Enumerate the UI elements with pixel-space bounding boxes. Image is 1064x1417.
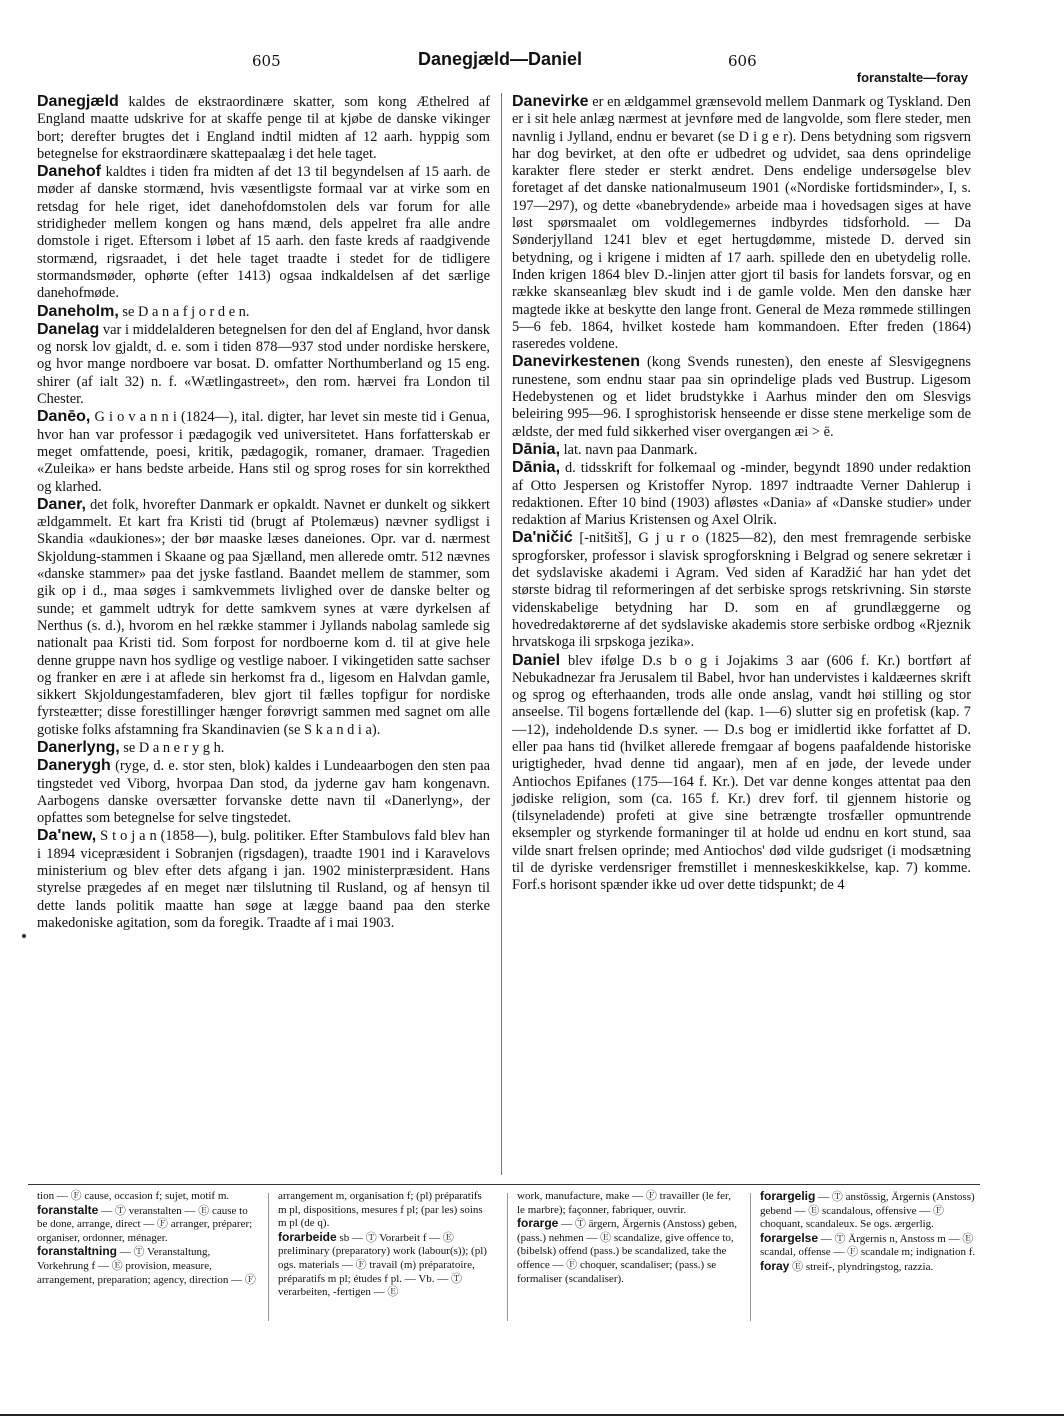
column-divider [501, 93, 502, 1175]
footer-headword: forarge [517, 1216, 559, 1231]
page-number-left: 605 [252, 52, 281, 70]
entry-danegjaeld [37, 93, 490, 163]
entry-daner [37, 496, 490, 739]
footer-text: — Ⓣ anstössig, Ärgernis (Anstoss) gebend — Ⓔ scandalous, offensive — Ⓕ choquant, scandaleux. Se ogs. ærgerlig. [760, 1191, 975, 1231]
headword: Danerygh [37, 757, 111, 775]
footer-headword: forargelig [760, 1189, 816, 1203]
headword: Daniel [512, 651, 561, 669]
headword: Danēo, [37, 408, 91, 426]
headword: Da'ničić [512, 529, 573, 547]
headword: Danevirkestenen [512, 353, 641, 371]
footer-text: — Ⓣ ärgern, Ärgernis (Anstoss) geben, (pass.) nehmen — Ⓔ scandalize, give offence to, (bibelsk) offend (pass.) be scandalized, take the offence — Ⓕ choquer, scandaliser; (pass.) se formaliser (scandaliser). [517, 1218, 737, 1285]
entry-text: (ryge, d. e. stor sten, blok) kaldes i Lundeaarbogen den sten paa tingstedet ved Viborg, hvorpaa Dan stod, da jyderne gav ham kongenavn. Aarbogens danske oversætter forvanske dette navn til «Danerlyng», der opfattes som betegnelse for selve tingstedet. [37, 758, 490, 827]
entry-text: er en ældgammel grænsevold mellem Danmark og Tyskland. Den er i sit hele anlæg nærmest at jevnføre med de langvolde, som flere steder, men navnlig i Jylland, endnu er bevaret (se D i g e r). Dens betydning som rigsvern har dog bevirket, at den ofte er udbedret og udvidet, saa dens oprindelige karakter flere steder er sterkt ændret. Dens endelige undersøgelse blev foretaget af det danske nationalmuseum 1901 («Nordiske fortidsminder», I, s. 197—297), og dette «banebrydende» arbeide maa i hovedsagen siges at have løst spørsmaalet om voldlegemernes indbyrdes tidsforhold. — Da Sønderjylland 1241 blev et eget hertugdømme, mistede D. derved sin betydning, og i krigene i midten af 17 aarh. spillede den en ubetydelig rolle. Inden krigen 1864 blev D.-linjen atter gjort til basis for landets forsvar, og en række skanseanlæg blev skudt ind i de gamle volde. Men den danske hær magtede ikke at beskytte den lange front. General de Meza rømmede stillingen 5—6 feb. 1864, hvilket kostede ham kommandoen. Efter freden (1864) raseredes voldene. [512, 94, 971, 353]
footer-column-1 [37, 1190, 259, 1287]
entry-daniel [512, 652, 971, 895]
footer-text: arrangement m, organisation f; (pl) préparatifs m pl, dispositions, mesures f pl; (par les) soins m pl (de q). [278, 1190, 483, 1230]
footer-text: — Ⓣ Veranstaltung, Vorkehrung f — Ⓔ provision, measure, arrangement, preparation; agency, direction — Ⓕ [37, 1246, 256, 1286]
running-title: Danegjæld—Daniel [417, 49, 583, 69]
headword: Danegjæld [37, 93, 119, 110]
footer-text: work, manufacture, make — Ⓕ travailler (le fer, le marbre); façonner, fabriquer, ouvrir. [517, 1190, 731, 1216]
footer-headword: foray [760, 1258, 790, 1273]
entry-danicic [512, 529, 971, 651]
page-edge-rule [0, 1414, 1064, 1416]
footer-text: — Ⓣ Ärgernis n, Anstoss m — Ⓔ scandal, offense — Ⓕ scandale m; indignation f. [760, 1232, 976, 1259]
entry-danerygh [37, 757, 490, 827]
entry-text: blev ifølge D.s b o g i Jojakims 3 aar (606 f. Kr.) bortført af Nebukadnezar fra Jerusalem til Babel, hvor han undervistes i kaldæernes skrift og sprog og efterhaanden, trods alle onde anslag, vandt høi stilling og stor anseelse. Til bogens fortællende del (kap. 1—6) slutter sig en profetisk (kap. 7—12), indeholdende D.s syner. — D.s bog er imidlertid ikke forfattet af D. eller paa hans tid (hvilket allerede fremgaar af bogens paafaldende historiske urigtigheder, hvad denne tid angaar), men af en jøde, der levede under Antiochos Epifanes (175—164 f. Kr.). Det var denne konges attentat paa den jødiske religion, som (ca. 165 f. Kr.) drev forf. til gjennem historie og (tilsyneladende) profeti at give sine betrængte trosfæller opmuntrende eksempler og styrkende formaninger til at holde ud endnu en kort stund, saa vilde snart frelsen oprinde; med Antiochos' død vilde gudsriget (i modsætning til de dyriske verdensriger fremstillet i menneskeskikkelse, kap. 7) komme. Forf.s horisont spænder ikke ud over dette tidspunkt; de 4 [512, 652, 971, 894]
headword: Dānia, [512, 440, 561, 458]
footer-column-2 [278, 1190, 492, 1300]
entry-text: G i o v a n n i (1824—), ital. digter, har levet sin meste tid i Genua, hvor han var professor i pædagogik ved universitetet. Hans forfatterskab er meget omfattende, poesi, kritik, pædagogik, romaner, dramaer. Tragedien «Zuleika» er hans bedste arbeide. Hans stil og sprog roses for sin korrekthed og klarhed. [37, 409, 490, 495]
footer-separator [750, 1193, 751, 1321]
headword: Daneholm, [37, 302, 119, 320]
footer-text: Ⓔ streif-, plyndringstog, razzia. [789, 1260, 934, 1273]
footer-headword: forargelse [760, 1230, 819, 1245]
footer-column-3 [517, 1190, 739, 1286]
footer-entry [278, 1231, 492, 1300]
entry-text: d. tidsskrift for folkemaal og -minder, begyndt 1890 under redaktion af Otto Jespersen og Kristoffer Nyrop. 1897 indtraadte Verner Dahlerup i redaktionen. Efter 10 bind (1903) afløstes «Dania» af «Danske studier» under redaktion af Marius Kristensen og Axel Olrik. [512, 460, 971, 529]
entry-dania-journal [512, 459, 971, 529]
entry-danelag [37, 321, 490, 408]
footer-headword: forarbeide [278, 1229, 337, 1244]
keyword-range: foranstalte—foray [856, 70, 968, 85]
footer-headword: foranstaltning [37, 1244, 117, 1259]
footer-text: sb — Ⓣ Vorarbeit f — Ⓔ preliminary (preparatory) work (labour(s)); (pl) ogs. materials — Ⓕ travail (m) préparatoire, préparatifs m pl; études f pl. — Vb. — Ⓣ verarbeiten, -fertigen — Ⓔ [278, 1231, 487, 1299]
footer-entry [37, 1204, 259, 1246]
headword: Da'new, [37, 827, 97, 845]
footer-text: tion — Ⓕ cause, occasion f; sujet, motif m. [37, 1190, 230, 1202]
footer-entry [760, 1190, 978, 1232]
footer-separator [268, 1193, 269, 1321]
entry-text: kaldes de ekstraordinære skatter, som kong Æthelred af England maatte udskrive for at skaffe penge til at kjøbe de danske vikinger bort; derefter brugtes det i England indtil midten af 12 aarh. hyppig som betegnelse for ekstraordinære skattepaalæg i det hele taget. [37, 94, 490, 162]
headword: Danevirke [512, 93, 589, 110]
entry-danevirke [512, 93, 971, 353]
footer-headword: foranstalte [37, 1202, 99, 1217]
entry-text: (kong Svends runesten), den eneste af Slesvigegnens runestene, som endnu staar paa sin oprindelige plads ved Bustrup. Ligesom Hedebystenen og et lidet brudstykke i Aarhus minder den om Slesvigs beleiring 995—96. I sproghistorisk henseende er disse stene merkelige som de ældste, der med fuld sikkerhed viser overgangen æi > ē. [512, 354, 971, 440]
entry-text: S t o j a n (1858—), bulg. politiker. Efter Stambulovs fald blev han i 1894 vicepræsident i Sobranjen (rigsdagen), traadte 1901 ind i Karavelovs ministerium og blev efter dets afgang i jan. 1902 ministerpræsident. Hans styrelse prægedes af en meget nær tilslutning til Rusland, og af hensyn til dette lands politik maatte han søge at lægge baand paa den sterke makedoniske agitation, som da foregik. Traadte af i mai 1903. [37, 828, 490, 931]
entry-danevirkestenen [512, 353, 971, 440]
footer-divider [28, 1184, 980, 1185]
entry-text: se D a n e r y g h. [119, 739, 225, 756]
entry-text: kaldtes i tiden fra midten af det 13 til begyndelsen af 15 aarh. de møder af danske stormænd, hvis væsentligste formaal var at virke som en retsdag for hele riget, idet danehofdomstolen dels var forum for alle stridigheder mellem kongen og hans mænd, dels appelret fra alle andre domstole i riget. Eftersom i løbet af 15 aarh. den faste kreds af raadgivende stormænd, rigsraadet, i det hele taget traadte i stedet for de tidligere stormandsmøder, ophørte (efter 1413) ogsaa indkaldelsen af det særlige danehofmøde. [37, 164, 490, 302]
headword: Danelag [37, 320, 100, 338]
footer-entry [37, 1245, 259, 1287]
margin-dot [22, 934, 26, 938]
entry-text: lat. navn paa Danmark. [560, 441, 698, 458]
right-column [512, 93, 971, 895]
headword: Danerlyng, [37, 738, 120, 756]
entry-text: var i middelalderen betegnelsen for den del af England, hvor dansk og norsk lov gjaldt, d. e. som i tiden 878—937 stod under nordiske herskere, og hvor mange nordboere var bosat. D. omfatter Northumberland og 15 eng. shirer (af ialt 32) n. f. «Wætlingastreet», den rom. hærvei fra London til Chester. [37, 321, 490, 408]
footer-entry [760, 1260, 978, 1275]
entry-danew [37, 827, 490, 932]
entry-text: se D a n a f j o r d e n. [118, 303, 250, 320]
headword: Danehof [37, 163, 101, 181]
headword: Dānia, [512, 459, 561, 477]
page-number-right: 606 [728, 52, 757, 70]
headword: Daner, [37, 495, 86, 513]
footer-separator [507, 1193, 508, 1321]
entry-daneo [37, 408, 490, 495]
footer-entry [517, 1217, 739, 1286]
entry-dania-latin [512, 441, 971, 459]
footer-column-4 [760, 1190, 978, 1275]
entry-danerlyng [37, 739, 490, 757]
left-column [37, 93, 490, 932]
entry-danehof [37, 163, 490, 302]
footer-text: — Ⓣ veranstalten — Ⓔ cause to be done, arrange, direct — Ⓕ arranger, préparer; organiser, ordonner, ménager. [37, 1204, 253, 1244]
footer-entry [760, 1232, 978, 1260]
entry-text: [-nitšitš], G j u r o (1825—82), den mest fremragende serbiske sprogforsker, professor i slavisk sprogforskning i Belgrad og senere sekretær i det sydslaviske akademi i Agram. Ved siden af Karadžić har han ydet det største bidrag til reformeringen af det serbiske sprogs retskrivning. Sin største videnskabelige betydning har D. som en af grundlæggerne og hovedredaktørerne af det sydslaviske akademis store serbiske ordbog «Rjeznik hrvatskoga ili srpskoga jezika». [512, 530, 971, 651]
entry-text: det folk, hvorefter Danmark er opkaldt. Navnet er dunkelt og sikkert ældgammelt. Et kart fra Kristi tid (brugt af Ptolemæus) nævner sydligst i Skandia «daukiones»; der bør maaske læses daneiones. Opr. var d. nærmest Skjoldung-stammen i Skaane og paa Sjælland, men allerede omtr. 512 nævnes «danske stammer» paa det jyske fastland. Baandet mellem de stammer, som gik op i d., maa søges i samkvemmets livlighed over de danske belter og sunde; et gammelt udtryk for dette samkvem synes at være dyrkelsen af Nerthus (s. d.), hvorom en hel række stammer i Jyllands nabolag samlede sig nationalt paa Kristi tid. Som forpost for nordboerne kom d. til at give hele denne gruppe navn hos sydlige og vestlige naboer. I vikingetiden satte sachser og franker en ære i at aflede sin herkomst fra d., ligesom en Halvdan gamle, sikkert Skjoldungestamfaderen, blev gjort til fælles topfigur for nordiske fyrsteætter; disse forestillinger hænger forøvrigt sammen med sagnet om alle gotiske folks afstamning fra Skandinavien (se S k a n d i a). [37, 496, 490, 738]
entry-daneholm [37, 303, 490, 321]
